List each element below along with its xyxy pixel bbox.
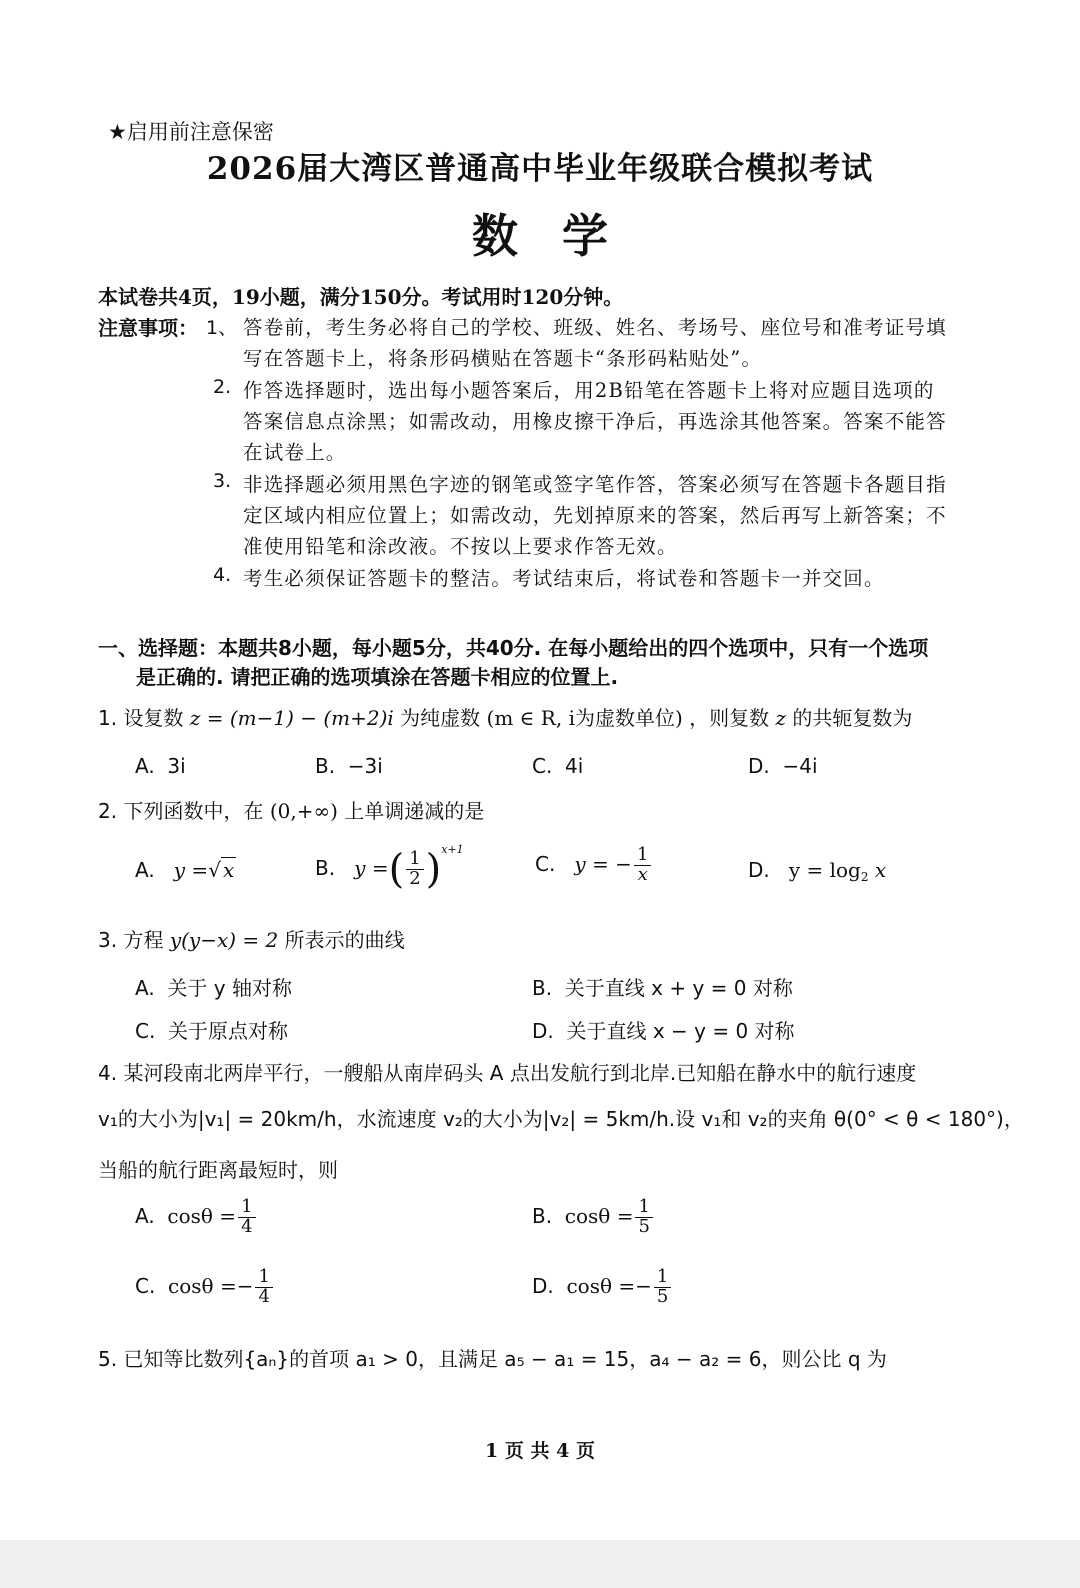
question-number: 2. xyxy=(98,799,118,823)
math-variable: z xyxy=(775,706,787,730)
question-text: 下列函数中，在 xyxy=(123,799,264,823)
notice-line: 定区域内相应位置上；如需改动，先划掉原来的答案，然后再写上新答案；不 xyxy=(243,504,947,527)
math-expression: z = (m−1) − (m+2)i xyxy=(189,706,394,730)
question-2 xyxy=(98,795,484,824)
question-text: 方程 xyxy=(123,928,164,952)
q4-option-c: C. cosθ =− $\frac{1}{4}$ xyxy=(135,1268,275,1307)
fraction: $\frac{1}{5}$ xyxy=(635,1198,652,1237)
question-number: 5. xyxy=(98,1347,118,1371)
q2-option-b: B. y =( $\frac{1}{2}$ )$^{x+1}$ xyxy=(315,843,464,893)
notice-line: 考生必须保证答题卡的整洁。考试结束后，将试卷和答题卡一并交回。 xyxy=(243,567,885,590)
exam-title: 2026届大湾区普通高中毕业年级联合模拟考试 xyxy=(206,151,874,187)
question-4-line3: 当船的航行距离最短时，则 xyxy=(98,1158,338,1182)
section-title-line2: 是正确的. 请把正确的选项填涂在答题卡相应的位置上. xyxy=(136,665,619,689)
q3-option-d: D. 关于直线 x − y = 0 对称 xyxy=(532,1019,795,1043)
question-text: 已知等比数列{aₙ}的首项 a₁ > 0，且满足 a₅ − a₁ = 15，a₄ − a₂ = 6，则公比 q 为 xyxy=(123,1347,887,1371)
fraction: $\frac{1}{4}$ xyxy=(255,1268,272,1307)
notice-label: 注意事项： xyxy=(98,316,198,340)
fraction: $\frac{1}{2}$ xyxy=(406,850,423,889)
notice-line: 非选择题必须用黑色字迹的钢笔或签字笔作答，答案必须写在答题卡各题目指 xyxy=(243,473,947,496)
q1-option-d: D. −4i xyxy=(748,754,818,778)
question-5 xyxy=(98,1343,887,1372)
q2-option-c: C. y = − $\frac{1}{x}$ xyxy=(535,846,653,885)
question-text: 上单调递减的是 xyxy=(344,799,485,823)
question-number: 4. xyxy=(98,1061,118,1085)
notice-num: 3. xyxy=(213,470,232,492)
question-1 xyxy=(98,702,912,731)
notice-num: 2. xyxy=(213,376,232,398)
notice-num: 4. xyxy=(213,564,232,586)
math-interval: (0,+∞) xyxy=(269,799,338,823)
exam-info: 本试卷共4页，19小题，满分150分。考试用时120分钟。 xyxy=(98,285,624,309)
question-number: 1. xyxy=(98,706,118,730)
notice-line: 写在答题卡上，将条形码横贴在答题卡“条形码粘贴处”。 xyxy=(243,347,763,370)
question-number: 3. xyxy=(98,928,118,952)
q1-option-c: C. 4i xyxy=(532,754,584,778)
q3-option-b: B. 关于直线 x + y = 0 对称 xyxy=(532,976,793,1000)
question-text: 的共轭复数为 xyxy=(792,706,913,730)
q2-option-a: A. y =√ x xyxy=(135,858,235,882)
notice-line: 准使用铅笔和涂改液。不按以上要求作答无效。 xyxy=(243,535,678,558)
q1-option-b: B. −3i xyxy=(315,754,383,778)
q2-option-d: D. $y = \log_2 x$ xyxy=(748,858,887,884)
fraction: $\frac{1}{4}$ xyxy=(238,1198,255,1237)
question-3 xyxy=(98,924,405,953)
math-condition: (m ∈ R, i为虚数单位) xyxy=(486,706,683,730)
fraction: $\frac{1}{x}$ xyxy=(634,846,651,885)
q3-option-a: A. 关于 y 轴对称 xyxy=(135,976,292,1000)
question-text: 所表示的曲线 xyxy=(284,928,405,952)
notice-line: 答卷前，考生务必将自己的学校、班级、姓名、考场号、座位号和准考证号填 xyxy=(243,316,947,339)
notice-line: 答案信息点涂黑；如需改动，用橡皮擦干净后，再选涂其他答案。答案不能答 xyxy=(243,410,947,433)
q3-option-c: C. 关于原点对称 xyxy=(135,1019,289,1043)
math-expression: y(y−x) = 2 xyxy=(169,928,279,952)
bottom-strip xyxy=(0,1540,1080,1588)
question-4-line2: v₁的大小为|v₁| = 20km/h，水流速度 v₂的大小为|v₂| = 5km/h.设 v₁和 v₂的夹角 θ(0° < θ < 180°)， xyxy=(98,1107,1024,1131)
notice-line: 在试卷上。 xyxy=(243,441,347,464)
q4-option-d: D. cosθ =− $\frac{1}{5}$ xyxy=(532,1268,673,1307)
question-text: 设复数 xyxy=(123,706,184,730)
question-text: ，则复数 xyxy=(689,706,770,730)
notice-line: 作答选择题时，选出每小题答案后，用2B铅笔在答题卡上将对应题目选项的 xyxy=(243,379,935,402)
notice-num: 1、 xyxy=(206,317,238,339)
question-text: 某河段南北两岸平行，一艘船从南岸码头 A 点出发航行到北岸.已知船在静水中的航行速度 xyxy=(123,1061,917,1085)
q1-option-a: A. 3i xyxy=(135,754,186,778)
q4-option-a: A. cosθ = $\frac{1}{4}$ xyxy=(135,1198,258,1237)
fraction: $\frac{1}{5}$ xyxy=(654,1268,671,1307)
section-title-line1: 一、选择题：本题共8小题，每小题5分，共40分. 在每小题给出的四个选项中，只有一个选项 xyxy=(98,636,929,660)
question-text: 为纯虚数 xyxy=(400,706,481,730)
subject-title: 数学 xyxy=(472,209,652,263)
page-footer: 1 页 共 4 页 xyxy=(485,1440,595,1462)
question-4-line1 xyxy=(98,1057,916,1086)
confidential-notice: ★启用前注意保密 xyxy=(108,120,274,144)
q4-option-b: B. cosθ = $\frac{1}{5}$ xyxy=(532,1198,655,1237)
